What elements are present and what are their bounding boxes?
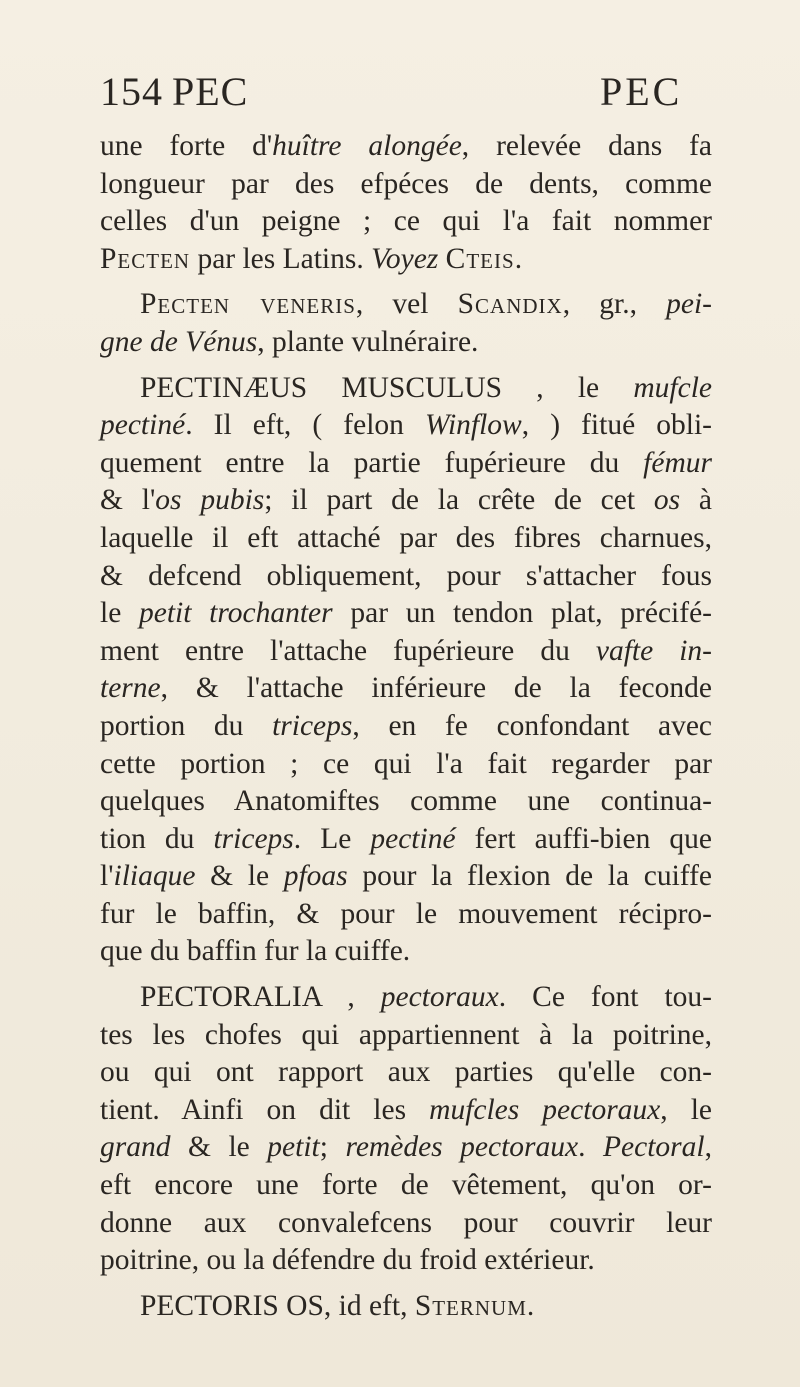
text-run: à (680, 484, 712, 517)
text-run: , plante vulnéraire. (257, 325, 479, 358)
text-run (438, 243, 445, 275)
italic-run: grand (100, 1131, 171, 1164)
running-head-right: PEC (600, 69, 683, 114)
text-run: & defcend obliquement, pour s'attacher fous (100, 559, 712, 592)
text-line (100, 821, 712, 859)
text-line (100, 670, 712, 708)
italic-run: terne (100, 672, 161, 705)
text-line (100, 1205, 712, 1243)
text-run: donne aux convalefcens pour couvrir leur (100, 1206, 712, 1239)
small-caps-run: Sternum (414, 1289, 527, 1322)
italic-run: Winflow (425, 409, 522, 442)
text-run: par un tendon plat, précifé- (332, 597, 712, 630)
text-run: ; il part de la crête de cet (264, 484, 654, 517)
entry-pecten-veneris (100, 286, 712, 361)
italic-run: Pectoral (603, 1131, 705, 1164)
italic-run: os (653, 484, 681, 517)
text-run: & l' (100, 484, 156, 517)
text-run: & le (170, 1131, 268, 1164)
text-run: pour la flexion de la cuiffe (347, 860, 712, 893)
text-run: . Ce font tou- (498, 981, 712, 1014)
text-line (100, 1092, 712, 1130)
text-run: quelques Anatomiftes comme une continua- (100, 785, 712, 818)
text-line (100, 286, 712, 324)
text-run: le (100, 597, 140, 630)
text-line (100, 241, 712, 279)
text-run: , ) fitué obli- (521, 409, 712, 442)
text-run: fert auffi-bien que (455, 822, 712, 855)
text-run: . (526, 1289, 535, 1322)
text-run: . (514, 242, 523, 275)
text-run: laquelle il eft attaché par des fibres charnues, (100, 521, 712, 554)
italic-run: pfoas (283, 860, 348, 893)
text-run: l' (100, 860, 114, 893)
text-line (100, 783, 712, 821)
text-line (100, 445, 712, 483)
text-line (100, 1017, 712, 1055)
text-line (100, 558, 712, 596)
italic-run: os pubis (155, 484, 265, 517)
running-header (100, 68, 710, 120)
text-run: celles d'un peigne ; ce qui l'a fait nommer (100, 205, 712, 238)
italic-run: huître alongée (272, 130, 462, 162)
italic-run: iliaque (113, 860, 196, 893)
text-line (100, 370, 712, 408)
italic-run: petit (267, 1131, 320, 1164)
text-line (100, 933, 712, 971)
text-line (100, 979, 712, 1017)
small-caps-run: Pecten veneris (140, 288, 356, 321)
text-run: , en fe confondant avec (352, 709, 713, 742)
text-run: fur le baffin, & pour le mouvement récipro- (100, 897, 712, 930)
italic-run: fémur (643, 446, 712, 479)
text-run: tion du (100, 822, 214, 855)
text-run: eft encore une forte de vêtement, qu'on or- (100, 1169, 712, 1202)
running-head-left: PEC (172, 69, 249, 114)
text-run: poitrine, ou la défendre du froid extérieur. (100, 1244, 595, 1277)
text-line (100, 166, 712, 204)
text-run: . Il eft, ( felon (185, 409, 425, 442)
text-run: , (704, 1131, 712, 1164)
text-line (100, 407, 712, 445)
text-run: , le (660, 1093, 712, 1126)
italic-run: remèdes pectoraux (345, 1131, 579, 1164)
text-line (100, 203, 712, 241)
text-run: tient. Ainfi on dit les (100, 1093, 430, 1126)
text-line (100, 595, 712, 633)
italic-run: Voyez (371, 242, 439, 275)
small-caps-run: Scandix (457, 288, 563, 321)
text-run: , relevée dans fa (461, 130, 712, 162)
page-number: 154 (100, 69, 163, 114)
text-run: PECTORALIA , (140, 981, 381, 1014)
text-run: tes les chofes qui appartiennent à la poitrine, (100, 1018, 712, 1051)
page-body (100, 128, 712, 1325)
italic-run: triceps (213, 822, 294, 855)
italic-run: pei- (666, 288, 712, 321)
text-line (100, 746, 712, 784)
text-line (100, 482, 712, 520)
text-run: ment entre l'attache fupérieure du (100, 634, 596, 667)
text-run: PECTORIS OS, id eft, (140, 1289, 415, 1322)
italic-run: pectiné (100, 409, 186, 442)
text-line (100, 896, 712, 934)
text-line (100, 1242, 712, 1280)
text-run: PECTINÆUS MUSCULUS , le (140, 371, 634, 404)
text-line (100, 1288, 712, 1326)
small-caps-run: Cteis (445, 242, 515, 275)
text-run: . Le (293, 822, 371, 855)
text-line (100, 858, 712, 896)
entry-pectinaeus-musculus (100, 370, 712, 972)
italic-run: pectoraux (380, 981, 499, 1014)
text-line (100, 1167, 712, 1205)
text-line (100, 128, 712, 166)
italic-run: pectiné (370, 822, 456, 855)
text-run: . (578, 1131, 604, 1164)
text-line (100, 633, 712, 671)
small-caps-run: Pecten (100, 242, 191, 275)
text-line (100, 520, 712, 558)
text-run: ou qui ont rapport aux parties qu'elle con- (100, 1056, 712, 1089)
text-run: longueur par des efpéces de dents, comme (100, 167, 712, 200)
text-run: , vel (355, 288, 458, 321)
text-run: quement entre la partie fupérieure du (100, 446, 644, 479)
italic-run: vafte in- (595, 634, 712, 667)
text-run: & le (195, 860, 284, 893)
text-run: une forte d' (100, 130, 273, 162)
entry-huitre-continuation (100, 128, 712, 278)
text-run: , gr., (562, 288, 667, 321)
text-run: , & l'attache inférieure de la feconde (160, 672, 712, 705)
italic-run: petit trochanter (139, 597, 333, 630)
text-run: cette portion ; ce qui l'a fait regarder par (100, 747, 712, 780)
text-line (100, 324, 712, 362)
text-line (100, 1129, 712, 1167)
text-line (100, 1054, 712, 1092)
entry-pectoris-os (100, 1288, 712, 1326)
text-line (100, 708, 712, 746)
entry-pectoralia (100, 979, 712, 1280)
italic-run: mufcle (633, 371, 712, 404)
italic-run: mufcles pectoraux (429, 1093, 661, 1126)
text-run: ; (319, 1131, 346, 1164)
text-run: que du baffin fur la cuiffe. (100, 935, 411, 968)
text-run: portion du (100, 709, 273, 742)
italic-run: gne de Vénus (100, 325, 258, 358)
text-run: par les Latins. (190, 242, 372, 275)
italic-run: triceps (272, 709, 353, 742)
